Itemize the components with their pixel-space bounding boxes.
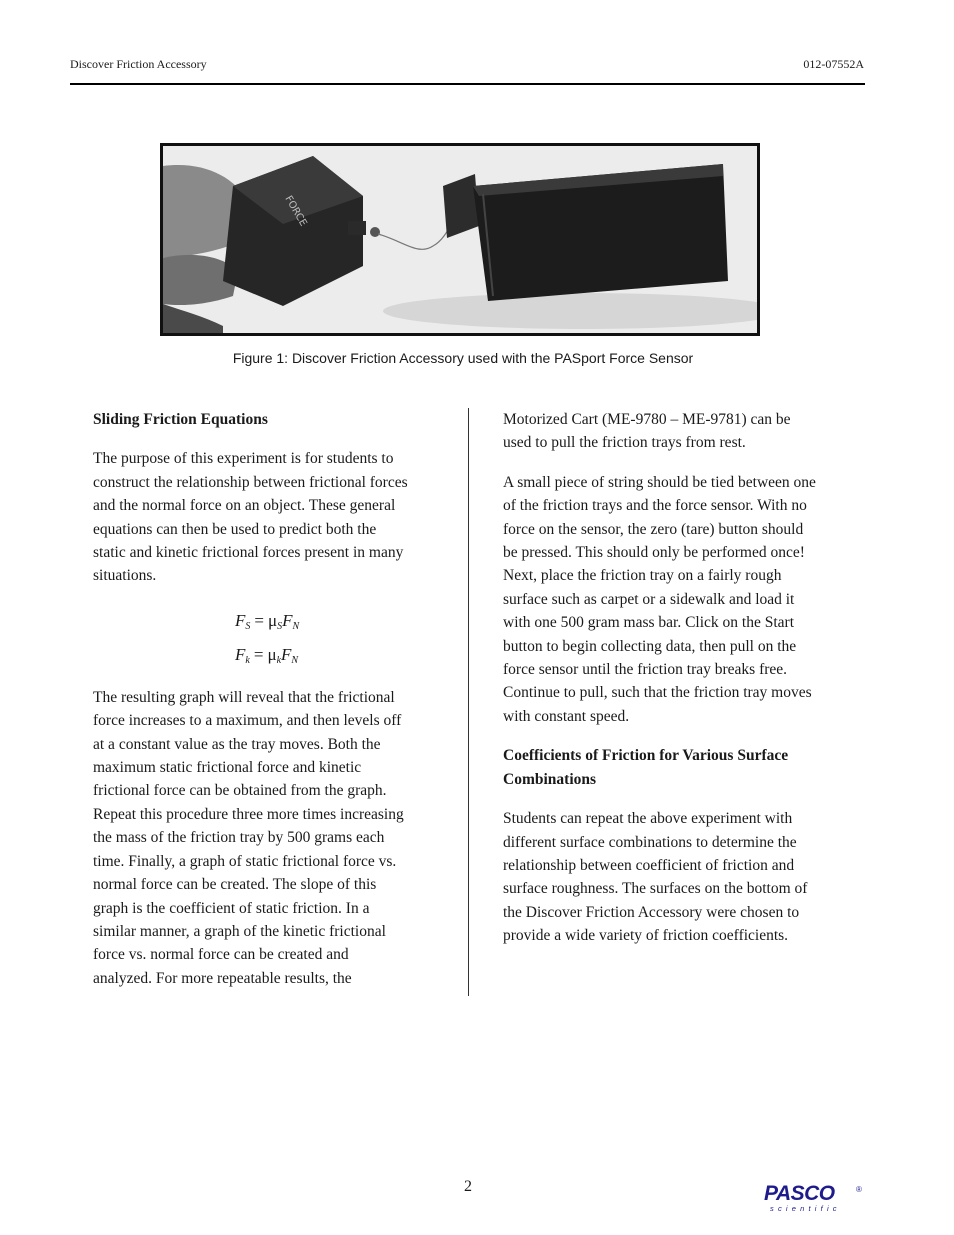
running-header-left: Discover Friction Accessory	[70, 57, 207, 71]
text-line: provide a wide variety of friction coefficients.	[503, 927, 789, 945]
figure-caption: Figure 1: Discover Friction Accessory used with the PASport Force Sensor	[232, 350, 694, 366]
registered-mark: ®	[856, 1185, 862, 1194]
text-line: force vs. normal force can be created and	[93, 946, 349, 964]
text-line: The resulting graph will reveal that the frictional	[93, 688, 395, 706]
text-line: frictional force can be obtained from the graph.	[93, 782, 387, 800]
text-line: with constant speed.	[503, 707, 630, 725]
left-column	[93, 408, 448, 1006]
right-column	[503, 408, 858, 964]
text-line: force sensor until the friction tray breaks free.	[503, 661, 788, 679]
friction-accessory-photo	[163, 146, 757, 333]
text-line: relationship between coefficient of friction and	[503, 856, 795, 874]
surfaces-paragraph	[503, 807, 858, 947]
text-line: A small piece of string should be tied between one	[503, 473, 816, 491]
logo-wordmark: PASCO	[764, 1182, 835, 1205]
text-line: surface roughness. The surfaces on the bottom of	[503, 880, 808, 898]
figure-photo	[160, 143, 760, 336]
text-line: force increases to a maximum, and then levels off	[93, 712, 402, 730]
text-line: analyzed. For more repeatable results, the	[93, 969, 352, 987]
text-line: Repeat this procedure three more times increasing	[93, 805, 404, 823]
logo-subtext: scientific	[770, 1204, 841, 1213]
section-heading-coefficients: Coefficients of Friction for Various Surface Combinations	[503, 747, 789, 788]
svg-text:FORCE: FORCE	[282, 194, 309, 229]
text-line: and the normal force on an object. These general	[93, 497, 396, 515]
text-line: button to begin collecting data, then pull on the	[503, 637, 797, 655]
results-paragraph	[93, 686, 448, 990]
text-line: used to pull the friction trays from rest.	[503, 434, 746, 452]
section-heading: Sliding Friction Equations	[93, 411, 268, 428]
text-line: Students can repeat the above experiment with	[503, 810, 793, 828]
pasco-logo	[762, 1181, 867, 1213]
continuation-paragraph	[503, 408, 858, 455]
text-line: different surface combinations to determine the	[503, 833, 797, 851]
text-line: with one 500 gram mass bar. Click on the Start	[503, 614, 795, 632]
text-line: at a constant value as the tray moves. Both the	[93, 735, 381, 753]
text-line: situations.	[93, 567, 157, 585]
text-line: The purpose of this experiment is for students to	[93, 450, 394, 468]
text-line: Continue to pull, such that the friction tray moves	[503, 684, 812, 702]
column-divider	[468, 408, 469, 996]
text-line: maximum static frictional force and kinetic	[93, 759, 362, 777]
text-line: static and kinetic frictional forces present in many	[93, 544, 404, 562]
text-line: force on the sensor, the zero (tare) button should	[503, 520, 804, 538]
text-line: the Discover Friction Accessory were chosen to	[503, 903, 800, 921]
page-number: 2	[464, 1178, 472, 1195]
static-friction-equation: $F_S = \mu_SF_N$	[235, 610, 300, 632]
running-header-right: 012-07552A	[803, 57, 864, 71]
procedure-paragraph	[503, 471, 858, 728]
intro-paragraph	[93, 447, 448, 587]
text-line: surface such as carpet or a sidewalk and load it	[503, 590, 795, 608]
text-line: Motorized Cart (ME-9780 – ME-9781) can be	[503, 411, 791, 428]
text-line: construct the relationship between frictional forces	[93, 473, 408, 491]
text-line: equations can then be used to predict both the	[93, 520, 377, 538]
kinetic-friction-equation: $F_k = \mu_kF_N$	[235, 644, 299, 666]
text-line: Next, place the friction tray on a fairly rough	[503, 567, 782, 585]
text-line: normal force can be created. The slope of this	[93, 876, 377, 894]
text-line: time. Finally, a graph of static frictional force vs.	[93, 852, 397, 870]
text-line: of the friction trays and the force sensor. With no	[503, 497, 807, 515]
text-line: graph is the coefficient of static friction. In a	[93, 899, 370, 917]
text-line: the mass of the friction tray by 500 grams each	[93, 829, 385, 847]
header-rule	[70, 83, 865, 85]
text-line: be pressed. This should only be performed once!	[503, 544, 805, 562]
text-line: similar manner, a graph of the kinetic frictional	[93, 922, 386, 940]
